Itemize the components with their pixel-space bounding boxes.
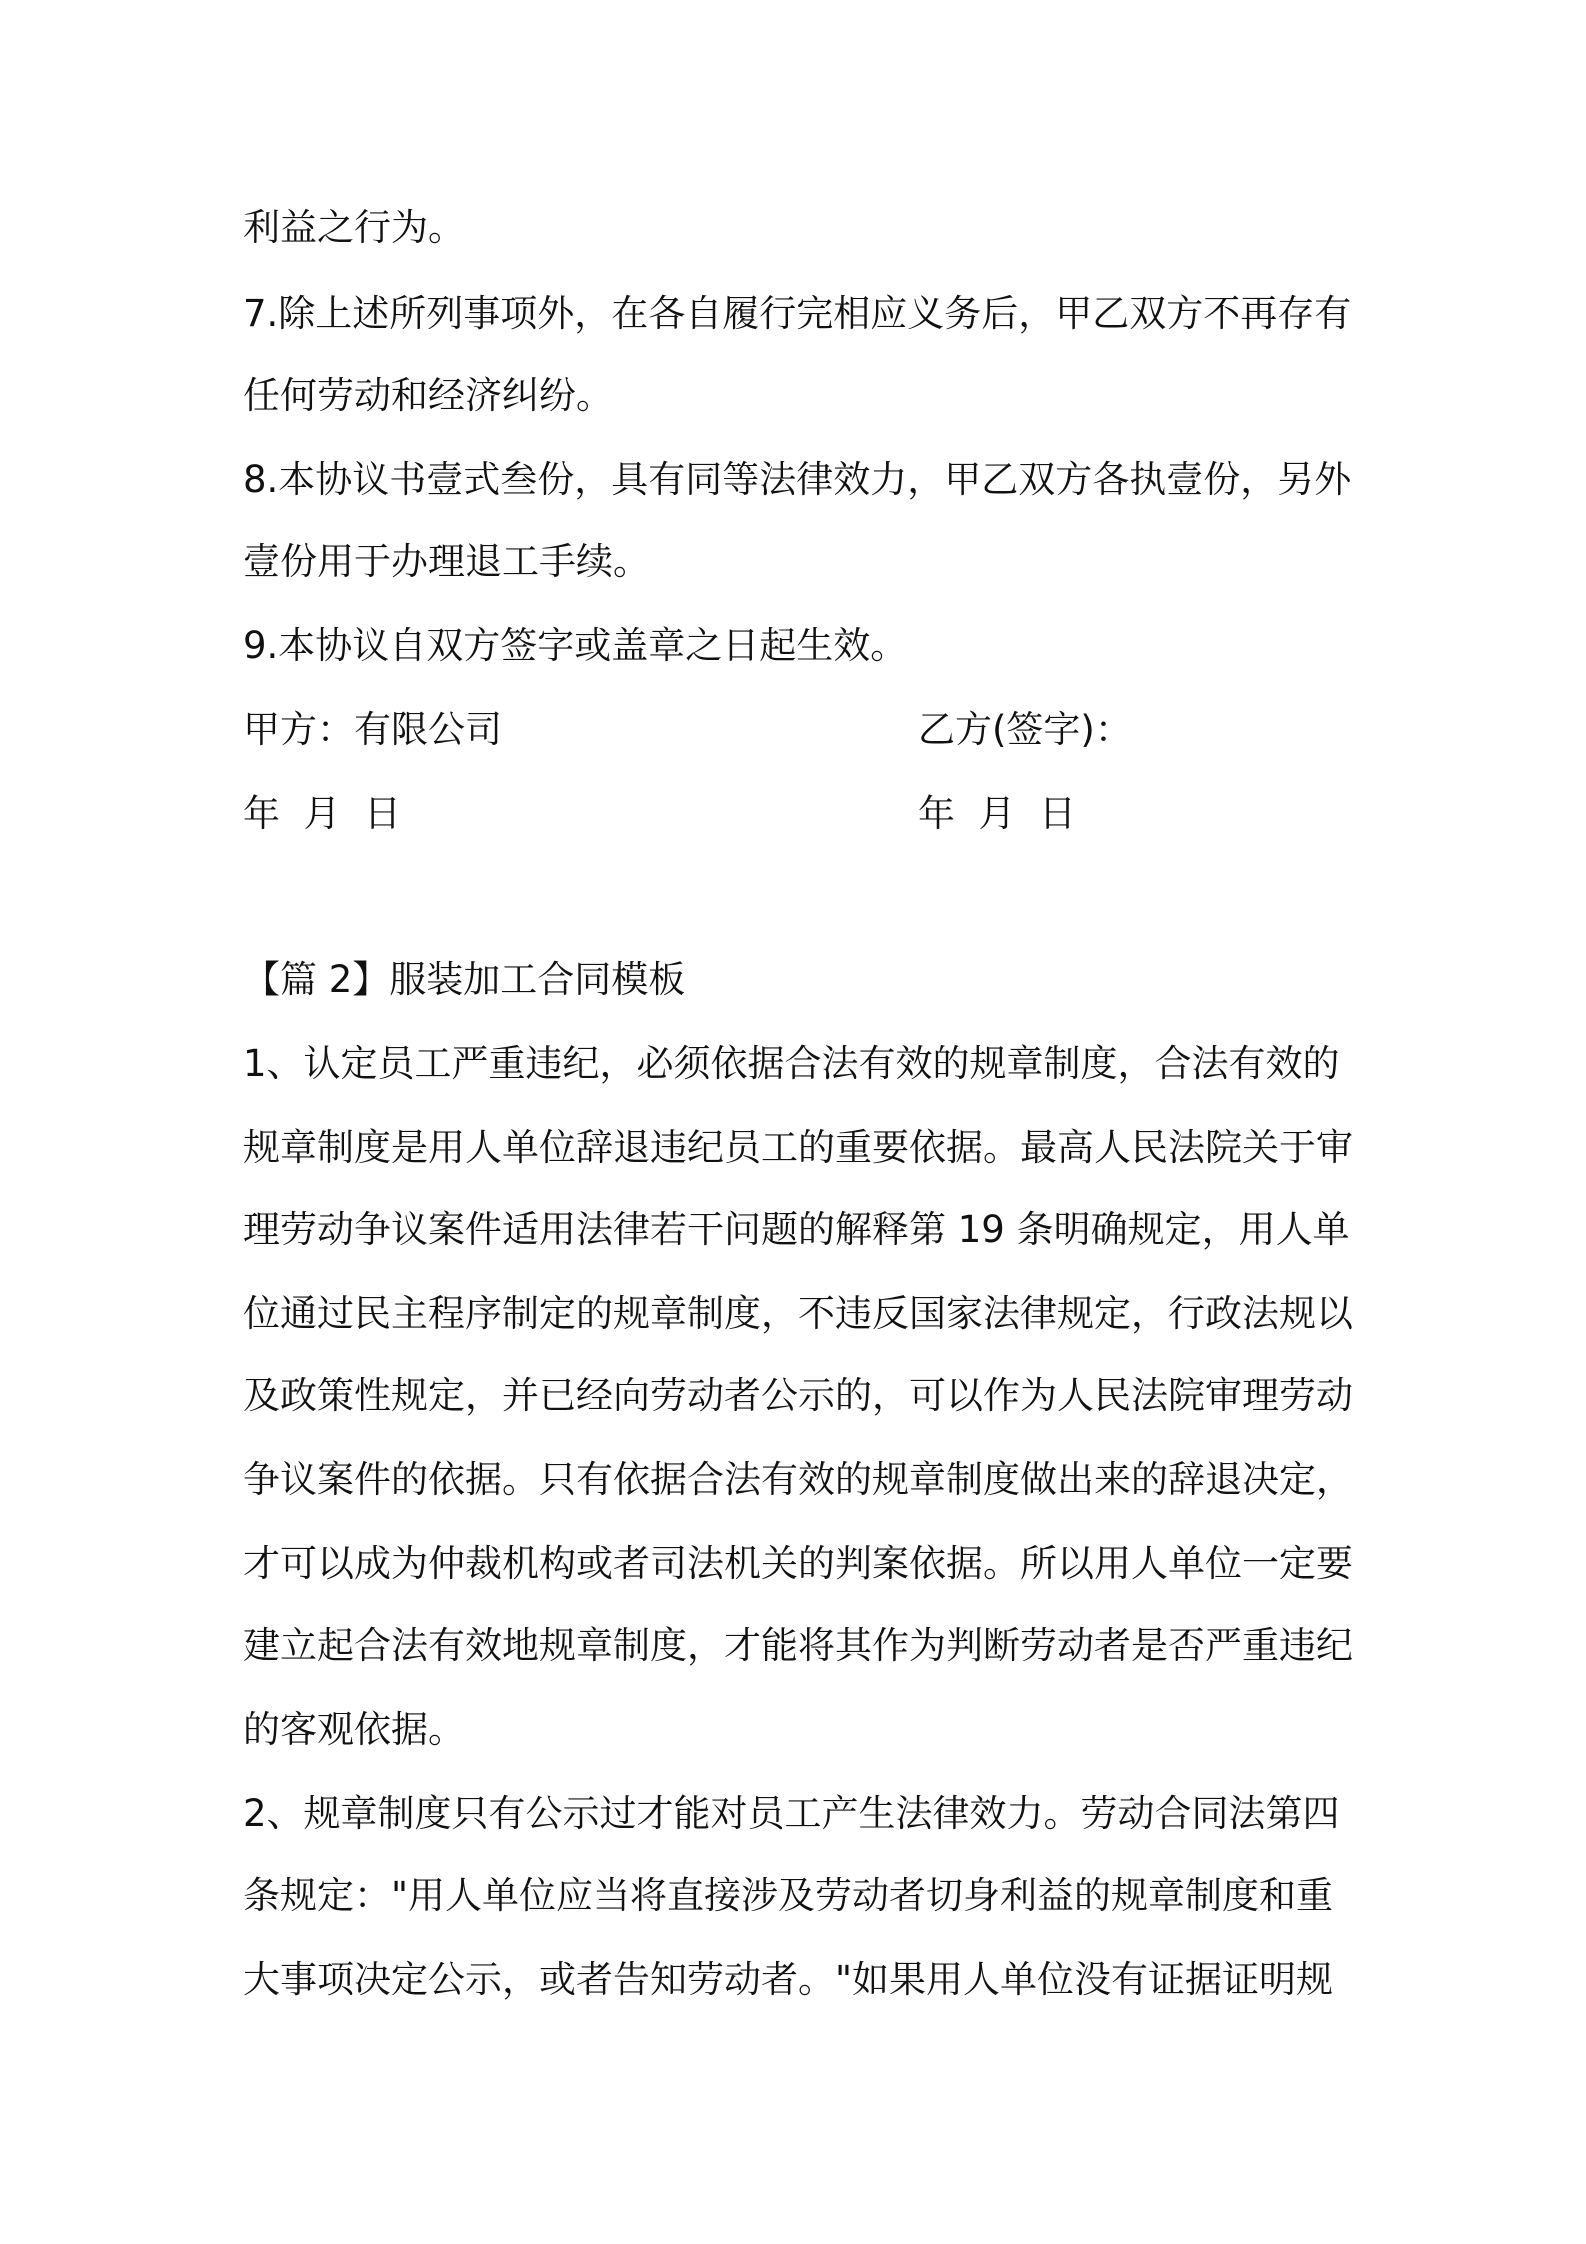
para-1-line-9: 的客观依据。 [243,1708,465,1751]
clause-9-line-1: 9.本协议自双方签字或盖章之日起生效。 [243,624,908,667]
para-2-line-1: 2、规章制度只有公示过才能对员工产生法律效力。劳动合同法第四 [243,1792,1340,1835]
clause-7-line-2: 任何劳动和经济纠纷。 [243,374,613,417]
para-2-line-2: 条规定："用人单位应当将直接涉及劳动者切身利益的规章制度和重 [243,1874,1334,1917]
para-1-line-4: 位通过民主程序制定的规章制度，不违反国家法律规定，行政法规以 [243,1292,1353,1335]
party-a-label: 甲方：有限公司 [243,708,502,751]
party-a-date: 年 月 日 [243,792,402,835]
para-1-line-3: 理劳动争议案件适用法律若干问题的解释第 19 条明确规定，用人单 [243,1208,1350,1251]
section-2-title: 【篇 2】服装加工合同模板 [243,958,686,1001]
para-1-line-8: 建立起合法有效地规章制度，才能将其作为判断劳动者是否严重违纪 [243,1624,1353,1667]
para-1-line-2: 规章制度是用人单位辞退违纪员工的重要依据。最高人民法院关于审 [243,1126,1353,1169]
party-b-date: 年 月 日 [918,792,1077,835]
para-1-line-7: 才可以成为仲裁机构或者司法机关的判案依据。所以用人单位一定要 [243,1542,1353,1585]
para-2-line-3: 大事项决定公示，或者告知劳动者。"如果用人单位没有证据证明规 [243,1958,1334,2001]
party-b-label: 乙方(签字)： [918,708,1132,751]
para-1-line-1: 1、认定员工严重违纪，必须依据合法有效的规章制度，合法有效的 [243,1042,1340,1085]
para-1-line-5: 及政策性规定，并已经向劳动者公示的，可以作为人民法院审理劳动 [243,1374,1353,1417]
continuation-line: 利益之行为。 [243,206,465,249]
clause-8-line-1: 8.本协议书壹式叁份，具有同等法律效力，甲乙双方各执壹份，另外 [243,458,1352,501]
clause-8-line-2: 壹份用于办理退工手续。 [243,540,650,583]
para-1-line-6: 争议案件的依据。只有依据合法有效的规章制度做出来的辞退决定， [243,1458,1353,1501]
clause-7-line-1: 7.除上述所列事项外，在各自履行完相应义务后，甲乙双方不再存有 [243,292,1352,335]
